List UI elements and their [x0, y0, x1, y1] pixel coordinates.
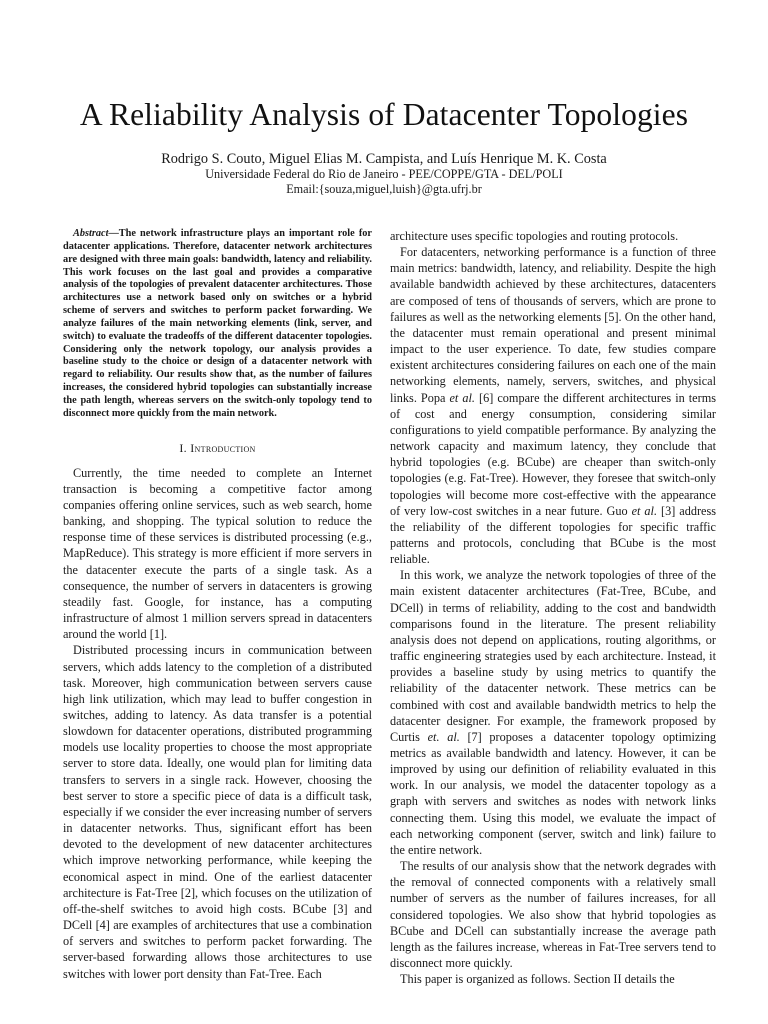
intro-paragraph-1: Currently, the time needed to complete an Internet transaction is becoming a competitive factor among companies offering online services, such as web search, home banking, and shopping. The typical solution to reduce the response time of these services is distributed processing (e.g., MapReduce). This strategy is more efficient if more servers in the datacenter execute the parts of a single task. As a consequence, the number of servers in datacenters is growing steadily fast. Google, for instance, has a computing infrastructure of almost 1 million servers spread in datacenters around the world [1].: [63, 465, 372, 642]
text-run: [7] proposes a datacenter topology optimizing metrics as available bandwidth and latency. However, it can be improved by using our definition of reliability evaluated in this work. In our analysis, we model the datacenter topology as a graph with servers and switches as nodes with network links connecting them. Using this model, we evaluate the impact of each networking component (server, switch and link) failure to the entire network.: [390, 729, 717, 857]
abstract-dash: —: [108, 228, 119, 239]
italic-et-al: et. al.: [427, 729, 460, 744]
section-title: Introduction: [190, 440, 256, 455]
section-number: I.: [179, 440, 187, 455]
intro-paragraph-4: [390, 567, 716, 858]
paper-title: A Reliability Analysis of Datacenter Topologies: [79, 97, 689, 132]
intro-paragraph-5: The results of our analysis show that the network degrades with the removal of connected components with a relatively small number of servers as the number of failures increases, for all considered topologies. We also show that hybrid topologies as BCube and DCell can substantially increase the average path length as the failures increase, whereas in Fat-Tree servers tend to disconnect more quickly.: [390, 859, 716, 971]
italic-et-al: et al.: [449, 390, 475, 405]
abstract-label: Abstract: [73, 228, 109, 239]
italic-et-al: et al.: [631, 503, 658, 518]
author-email: Email:{souza,miguel,luish}@gta.ufrj.br: [286, 182, 482, 196]
paragraph-continuation: architecture uses specific topologies and routing protocols.: [390, 229, 679, 243]
intro-paragraph-3: [390, 244, 716, 567]
text-run: [3] address the reliability of the different topologies for specific traffic patterns and protocols, concluding that BCube is the most reliable.: [390, 503, 716, 567]
section-heading-introduction: [63, 441, 372, 455]
abstract-text: The network infrastructure plays an important role for datacenter applications. Therefore, datacenter network architectures are designed with three main goals: bandwidth, latency and reliability. This work focuses on the last goal and provides a comparative analysis of the topologies of prevalent datacenter architectures. Those architectures use a network based only on switches or a hybrid scheme of servers and switches to perform packet forwarding. We analyze failures of the main networking elements (link, server, and switch) to evaluate the tradeoffs of the different datacenter topologies. Considering only the network topology, our analysis provides a baseline study to the choice or design of a datacenter network with regard to reliability. Our results show that, as the number of failures increases, the considered hybrid topologies can substantially increase the path length, whereas servers on the switch-only topology tend to disconnect more quickly from the main network.: [63, 228, 372, 419]
text-run: In this work, we analyze the network topologies of three of the main existent datacenter architectures (Fat-Tree, BCube, and DCell) in terms of reliability, adding to the cost and bandwidth comparisons found in the literature. The present reliability analysis does not depend on applications, routing algorithms, or traffic engineering strategies used by each architecture. Instead, it provides a baseline study by using metrics to quantify the reliability of the datacenter network. These metrics can be combined with cost and available bandwidth metrics to help the datacenter designer. For example, the framework proposed by Curtis: [390, 568, 716, 744]
author-list: Rodrigo S. Couto, Miguel Elias M. Campista, and Luís Henrique M. K. Costa: [161, 151, 607, 167]
abstract: [63, 228, 372, 421]
left-column: [63, 228, 372, 982]
intro-paragraph-2: Distributed processing incurs in communication between servers, which adds latency to the completion of a distributed task. Moreover, high communication between servers cause high link utilization, which may lead to buffer congestion in switches, adding to latency. As data transfer is a potential slowdown for datacenter operations, distributed programming models use locality properties to choose the most appropriate server to store data. Ideally, one would plan for limiting data transfers to servers in a single rack. However, choosing the best server to store a specific piece of data is a difficult task, especially if we consider the ever increasing number of servers in datacenter networks. Thus, significant effort has been devoted to the development of new datacenter architectures which improve networking performance, while keeping the economical aspect in mind. One of the earliest datacenter architecture is Fat-Tree [2], which focuses on the utilization of off-the-shelf switches to avoid high costs. BCube [3] and DCell [4] are examples of architectures that use a combination of servers and switches to perform packet forwarding. The server-based forwarding allows those architectures to use switches with lower port density than Fat-Tree. Each: [63, 643, 372, 981]
affiliation: Universidade Federal do Rio de Janeiro - PEE/COPPE/GTA - DEL/POLI: [205, 167, 563, 181]
text-run: For datacenters, networking performance is a function of three main metrics: bandwidth, latency, and reliability. Despite the high available bandwidth achieved by these architectures, datacenters are composed of tens of thousands of servers, which are prone to failures as well as the networking elements [5]. On the other hand, the datacenter must remain operational and present minimal impact to the user experience. To date, few studies compare existent architectures considering failures on each one of the main networking elements, namely, servers, switches, and physical links. Popa: [390, 245, 716, 405]
right-column: [390, 228, 716, 987]
text-run: [6] compare the different architectures in terms of cost and energy consumption, considering similar configurations to yield compatible performance. By analyzing the network capacity and maximum latency, they conclude that hybrid topologies (e.g. BCube) are cheaper than switch-only topologies (e.g. Fat-Tree). However, they foresee that switch-only topologies will become more cost-effective with the appearance of very low-cost switches in a near future. Guo: [390, 390, 716, 518]
intro-paragraph-6: This paper is organized as follows. Section II details the: [400, 972, 675, 987]
